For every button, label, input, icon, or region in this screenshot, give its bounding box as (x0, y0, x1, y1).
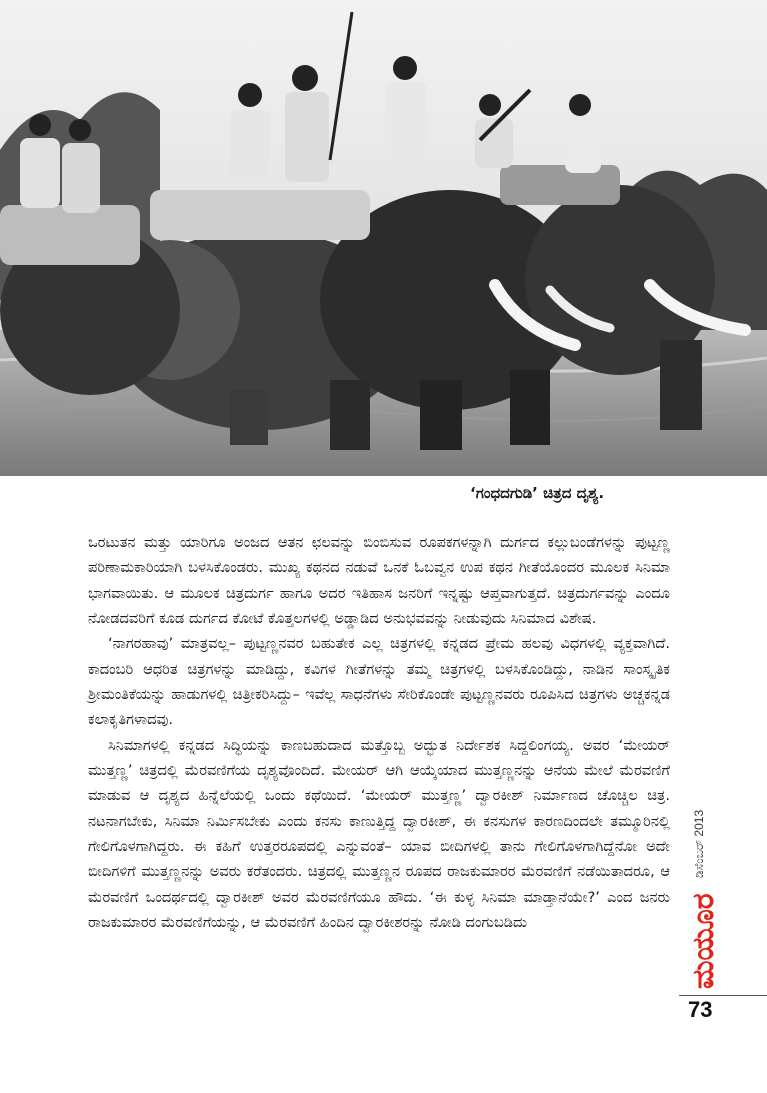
elephant-photo (0, 0, 767, 476)
photo-caption: ‘ಗಂಧದಗುಡಿ’ ಚಿತ್ರದ ದೃಶ್ಯ. (470, 484, 605, 502)
footer-rule (679, 995, 767, 996)
issue-date: ಡಿಸೆಂಬರ್ 2013 (692, 809, 706, 878)
article-body (88, 530, 670, 936)
page-number: 73 (688, 997, 713, 1022)
magazine-masthead: ಮಯೂರ (686, 893, 721, 989)
paragraph: ‘ನಾಗರಹಾವು’ ಮಾತ್ರವಲ್ಲ– ಪುಟ್ಟಣ್ಣನವರ ಬಹುತೇಕ ಎಲ್ಲ ಚಿತ್ರಗಳಲ್ಲಿ ಕನ್ನಡದ ಪ್ರೇಮ ಹಲವು ವಿಧಗಳಲ್ಲಿ ವ್ಯಕ್ತವಾಗಿದೆ. ಕಾದಂಬರಿ ಆಧರಿತ ಚಿತ್ರಗಳನ್ನು ಮಾಡಿದ್ದು, ಕವಿಗಳ ಗೀತೆಗಳನ್ನು ತಮ್ಮ ಚಿತ್ರಗಳಲ್ಲಿ ಬಳಸಿಕೊಂಡಿದ್ದು, ನಾಡಿನ ಸಾಂಸ್ಕೃತಿಕ ಶ್ರೀಮಂತಿಕೆಯನ್ನು ಹಾಡುಗಳಲ್ಲಿ ಚಿತ್ರೀಕರಿಸಿದ್ದು– ಇವೆಲ್ಲ ಸಾಧನೆಗಳು ಸೇರಿಕೊಂಡೇ ಪುಟ್ಟಣ್ಣನವರು ರೂಪಿಸಿದ ಚಿತ್ರಗಳು ಅಚ್ಚಕನ್ನಡ ಕಲಾಕೃತಿಗಳಾದವು. (88, 635, 670, 729)
paragraph: ಸಿನಿಮಾಗಳಲ್ಲಿ ಕನ್ನಡದ ಸಿದ್ಧಿಯನ್ನು ಕಾಣಬಹುದಾದ ಮತ್ತೊಬ್ಬ ಅದ್ಭುತ ನಿರ್ದೇಶಕ ಸಿದ್ದಲಿಂಗಯ್ಯ. ಅವರ ‘ಮೇಯರ್ ಮುತ್ತಣ್ಣ’ ಚಿತ್ರದಲ್ಲಿ ಮೆರವಣಿಗೆಯ ದೃಶ್ಯವೊಂದಿದೆ. ಮೇಯರ್ ಆಗಿ ಆಯ್ಕೆಯಾದ ಮುತ್ತಣ್ಣನನ್ನು ಆನೆಯ ಮೇಲೆ ಮೆರವಣಿಗೆ ಮಾಡುವ ಆ ದೃಶ್ಯದ ಹಿನ್ನೆಲೆಯಲ್ಲಿ ಒಂದು ಕಥೆಯಿದೆ. ‘ಮೇಯರ್ ಮುತ್ತಣ್ಣ’ ದ್ವಾರಕೀಶ್ ನಿರ್ಮಾಣದ ಚೊಚ್ಚಿಲ ಚಿತ್ರ. ನಟನಾಗಬೇಕು, ಸಿನಿಮಾ ನಿರ್ಮಿಸಬೇಕು ಎಂದು ಕನಸು ಕಾಣುತ್ತಿದ್ದ ದ್ವಾರಕೀಶ್, ಈ ಕನಸುಗಳ ಕಾರಣದಿಂದಲೇ ತಮ್ಮೂರಿನಲ್ಲಿ ಗೇಲಿಗೊಳಗಾಗಿದ್ದರು. ಈ ಕಹಿಗೆ ಉತ್ತರರೂಪದಲ್ಲಿ ಎನ್ನುವಂತೆ– ಯಾವ ಬೀದಿಗಳಲ್ಲಿ ತಾನು ಗೇಲಿಗೊಳಗಾಗಿದ್ದೆನೋ ಅದೇ ಬೀದಿಗಳಿಗೆ ಮುತ್ತಣ್ಣನನ್ನು ಅವರು ಕರೆತಂದರು. ಚಿತ್ರದಲ್ಲಿ ಮುತ್ತಣ್ಣನ ರೂಪದ ರಾಜಕುಮಾರರ ಮೆರವಣಿಗೆ ನಡೆಯಿತಾದರೂ, ಆ ಮೆರವಣಿಗೆ ಒಂದರ್ಥದಲ್ಲಿ ದ್ವಾರಕೀಶ್ ಅವರ ಮೆರವಣಿಗೆಯೂ ಹೌದು. ‘ಈ ಕುಳ್ಳ ಸಿನಿಮಾ ಮಾಡ್ತಾನೆಯೇ?’ ಎಂದ ಜನರು ರಾಜಕುಮಾರರ ಮೆರವಣಿಗೆಯನ್ನು, ಆ ಮೆರವಣಿಗೆ ಹಿಂದಿನ ದ್ವಾರಕೀಶರನ್ನು ನೋಡಿ ದಂಗುಬಡಿದು (88, 736, 670, 932)
paragraph: ಒರಟುತನ ಮತ್ತು ಯಾರಿಗೂ ಅಂಜದ ಆತನ ಛಲವನ್ನು ಬಿಂಬಿಸುವ ರೂಪಕಗಳನ್ನಾಗಿ ದುರ್ಗದ ಕಲ್ಲುಬಂಡೆಗಳನ್ನು ಪುಟ್ಟಣ್ಣ ಪರಿಣಾಮಕಾರಿಯಾಗಿ ಬಳಸಿಕೊಂಡರು. ಮುಖ್ಯ ಕಥನದ ನಡುವೆ ಒನಕೆ ಓಬವ್ವನ ಉಪ ಕಥನ ಗೀತೆಯೊಂದರ ಮೂಲಕ ಸಿನಿಮಾ ಭಾಗವಾಯಿತು. ಆ ಮೂಲಕ ಚಿತ್ರದುರ್ಗ ಹಾಗೂ ಅದರ ಇತಿಹಾಸ ಜನರಿಗೆ ಇನ್ನಷ್ಟು ಆಪ್ತವಾಗುತ್ತದೆ. ಚಿತ್ರದುರ್ಗವನ್ನು ಎಂದೂ ನೋಡದವರಿಗೆ ಕೂಡ ದುರ್ಗದ ಕೋಟೆ ಕೊತ್ತಲಗಳಲ್ಲಿ ಅಡ್ಡಾಡಿದ ಅನುಭವವನ್ನು ನೀಡುವುದು ಸಿನಿಮಾದ ವಿಶೇಷ. (88, 534, 670, 628)
